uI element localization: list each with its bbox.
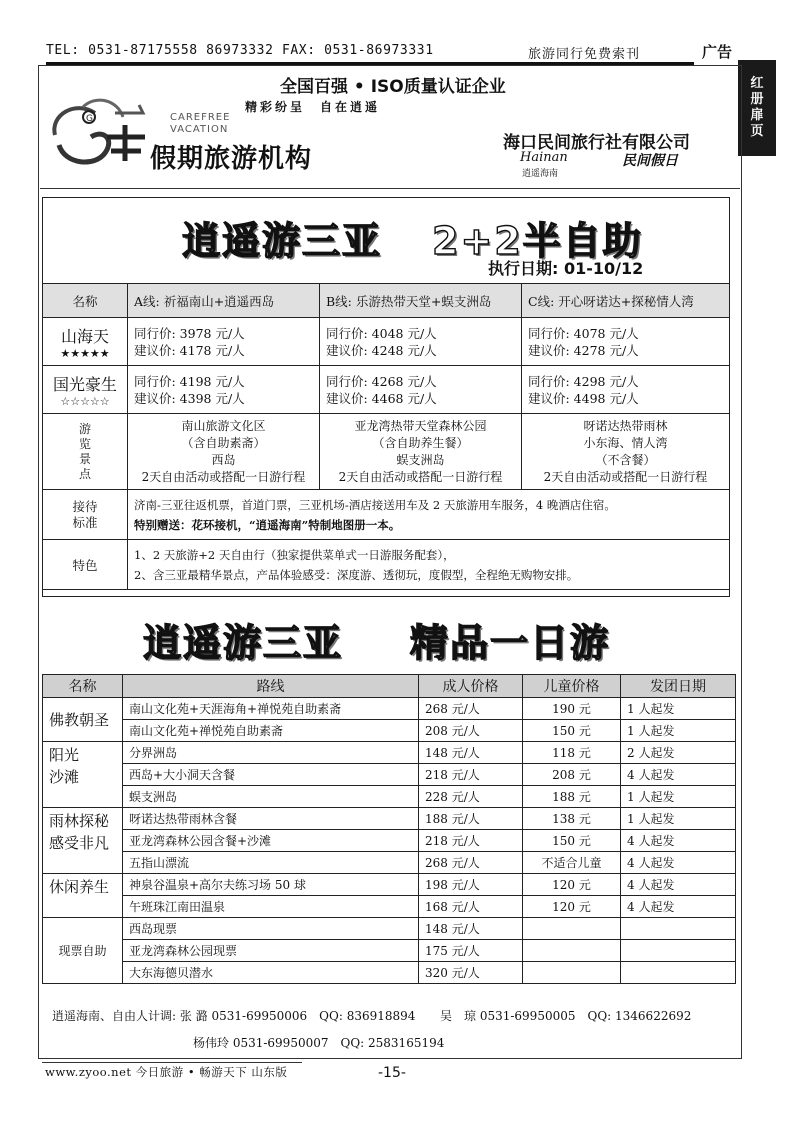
- adult-price-cell: 320 元/人: [419, 962, 523, 984]
- price-cell: [320, 366, 522, 414]
- retail-price: 建议价: 4498 元/人: [528, 390, 639, 406]
- adult-price-cell: 268 元/人: [419, 852, 523, 874]
- route-cell: 西岛+大小洞天含餐: [123, 764, 419, 786]
- hainan-logo-text: Hainan: [520, 150, 568, 165]
- category-cell: 佛教朝圣: [43, 698, 123, 742]
- standard-label-line: 接待: [72, 498, 98, 514]
- carefree-logo-icon: [45, 95, 155, 170]
- page-number: -15-: [378, 1065, 406, 1081]
- table-row: [43, 808, 736, 830]
- departure-cell: 1 人起发: [621, 808, 736, 830]
- daytrip-table: [42, 674, 736, 984]
- route-cell: 午班珠江南田温泉: [123, 896, 419, 918]
- departure-cell: [621, 918, 736, 940]
- route-cell: 亚龙湾森林公园含餐+沙滩: [123, 830, 419, 852]
- category-cell: [43, 808, 123, 874]
- footer-rule: [42, 1062, 302, 1063]
- departure-cell: [621, 962, 736, 984]
- category-cell: [43, 742, 123, 808]
- header-cell: 儿童价格: [523, 675, 621, 698]
- table-row: [43, 720, 736, 742]
- standard-label: [43, 490, 128, 540]
- table-row: [43, 764, 736, 786]
- sight-line: 亚龙湾热带天堂森林公园: [354, 418, 487, 433]
- hotel-row: [43, 318, 730, 366]
- table-row: [43, 852, 736, 874]
- side-tab-char: 红: [750, 76, 764, 91]
- category-name: 阳光沙滩: [49, 746, 80, 786]
- side-tab-char: 册: [750, 92, 764, 107]
- line-c-header: C线: 开心呀诺达+探秘情人湾: [522, 284, 730, 318]
- child-price-cell: 190 元: [523, 698, 621, 720]
- hotel-name: 国光豪生: [52, 374, 117, 394]
- trade-price: 同行价: 4198 元/人: [134, 373, 245, 389]
- child-price-cell: 188 元: [523, 786, 621, 808]
- sights-cell: [128, 414, 320, 490]
- adult-price-cell: 188 元/人: [419, 808, 523, 830]
- sight-line: （不含餐）: [595, 452, 656, 467]
- side-tab-char: 页: [750, 124, 764, 139]
- package-subtitle: 2+2半自助: [432, 219, 643, 263]
- banner-rule: [40, 188, 740, 189]
- adult-price-cell: 168 元/人: [419, 896, 523, 918]
- departure-cell: 4 人起发: [621, 874, 736, 896]
- hotel-name: 山海天: [60, 326, 109, 346]
- adult-price-cell: 148 元/人: [419, 742, 523, 764]
- table-row: [43, 786, 736, 808]
- company-name: 海口民间旅行社有限公司: [503, 133, 690, 153]
- departure-cell: 1 人起发: [621, 720, 736, 742]
- price-cell: [128, 366, 320, 414]
- child-price-cell: 118 元: [523, 742, 621, 764]
- trade-price: 同行价: 4268 元/人: [326, 373, 437, 389]
- sights-row: [43, 414, 730, 490]
- child-price-cell: 138 元: [523, 808, 621, 830]
- sight-line: 2天自由活动或搭配一日游行程: [543, 469, 708, 484]
- retail-price: 建议价: 4178 元/人: [134, 342, 245, 358]
- contact-line: 逍遥海南、自由人计调: 张 潞 0531-69950006 QQ: 836918894: [52, 1009, 416, 1023]
- category-name: 雨林探秘感受非凡: [49, 812, 110, 852]
- sight-line: 2天自由活动或搭配一日游行程: [338, 469, 503, 484]
- route-cell: 神泉谷温泉+高尔夫练习场 50 球: [123, 874, 419, 896]
- brand-en-line1: CAREFREE: [170, 112, 231, 123]
- table-row: [43, 830, 736, 852]
- table-row: [43, 940, 736, 962]
- departure-cell: 4 人起发: [621, 852, 736, 874]
- price-cell: [522, 318, 730, 366]
- child-price-cell: 150 元: [523, 720, 621, 742]
- trade-price: 同行价: 4048 元/人: [326, 325, 437, 341]
- adult-price-cell: 228 元/人: [419, 786, 523, 808]
- table-row: [43, 698, 736, 720]
- hotel-row: [43, 366, 730, 414]
- sight-line: （含自助素斋）: [181, 435, 266, 450]
- feature-item: 1、2 天旅游+2 天自由行（独家提供菜单式一日游服务配套），: [134, 547, 455, 562]
- sight-line: 西岛: [211, 452, 236, 467]
- daytrip-subtitle: 精品一日游: [410, 621, 611, 665]
- banner-slogan: 精彩纷呈 自在逍遥: [245, 100, 381, 114]
- hotel-cell: [43, 366, 128, 414]
- svg-text:G: G: [86, 114, 93, 124]
- route-cell: 西岛现票: [123, 918, 419, 940]
- sights-cell: [320, 414, 522, 490]
- trade-price: 同行价: 3978 元/人: [134, 325, 245, 341]
- child-price-cell: 120 元: [523, 896, 621, 918]
- header-contact: TEL: 0531-87175558 86973332 FAX: 0531-86973331: [46, 43, 434, 58]
- minjian-logo-text: 民间假日: [622, 153, 678, 169]
- dayrip-title: 逍遥游三亚: [143, 621, 344, 665]
- header-cell: 路线: [123, 675, 419, 698]
- price-cell: [128, 318, 320, 366]
- child-price-cell: [523, 940, 621, 962]
- trade-price: 同行价: 4078 元/人: [528, 325, 639, 341]
- child-price-cell: 不适合儿童: [523, 852, 621, 874]
- sights-label-char: 点: [78, 466, 91, 481]
- feature-row: [43, 540, 730, 590]
- adult-price-cell: 148 元/人: [419, 918, 523, 940]
- sight-line: 小东海、情人湾: [583, 435, 668, 450]
- side-tab-char: 扉: [750, 108, 764, 123]
- departure-cell: 2 人起发: [621, 742, 736, 764]
- contact-line: 杨伟玲 0531-69950007 QQ: 2583165194: [193, 1036, 445, 1050]
- retail-price: 建议价: 4278 元/人: [528, 342, 639, 358]
- feature-cell: [128, 540, 730, 590]
- hotel-stars: ☆☆☆☆☆: [60, 394, 110, 408]
- departure-cell: 1 人起发: [621, 698, 736, 720]
- header-cell: 发团日期: [621, 675, 736, 698]
- child-price-cell: [523, 918, 621, 940]
- retail-price: 建议价: 4468 元/人: [326, 390, 437, 406]
- adult-price-cell: 218 元/人: [419, 764, 523, 786]
- sights-label-char: 景: [78, 451, 91, 466]
- sights-label-char: 游: [78, 421, 91, 436]
- contact-line: 吴 琼 0531-69950005 QQ: 1346622692: [440, 1009, 692, 1023]
- banner-title: 全国百强 • ISO质量认证企业: [280, 77, 506, 97]
- feature-item: 2、含三亚最精华景点，产品体验感受：深度游、透彻玩，度假型，全程绝无购物安排。: [134, 567, 579, 582]
- hotel-cell: [43, 318, 128, 366]
- route-cell: 分界洲岛: [123, 742, 419, 764]
- adult-price-cell: 175 元/人: [419, 940, 523, 962]
- side-tab: [738, 60, 776, 156]
- sight-line: 蜈支洲岛: [396, 452, 445, 467]
- child-price-cell: [523, 962, 621, 984]
- trade-price: 同行价: 4298 元/人: [528, 373, 639, 389]
- departure-cell: [621, 940, 736, 962]
- header-cell: 名称: [43, 675, 123, 698]
- child-price-cell: 120 元: [523, 874, 621, 896]
- retail-price: 建议价: 4248 元/人: [326, 342, 437, 358]
- table-row: [43, 874, 736, 896]
- adult-price-cell: 198 元/人: [419, 874, 523, 896]
- route-cell: 蜈支洲岛: [123, 786, 419, 808]
- route-cell: 亚龙湾森林公园现票: [123, 940, 419, 962]
- departure-cell: 4 人起发: [621, 896, 736, 918]
- line-b-header: B线: 乐游热带天堂+蜈支洲岛: [320, 284, 522, 318]
- exec-date: 执行日期: 01-10/12: [488, 259, 644, 278]
- standard-row: [43, 490, 730, 540]
- category-cell: 现票自助: [43, 918, 123, 984]
- header-tagline: 旅游同行免费索刊: [528, 47, 641, 62]
- gift-text: 特别赠送：花环接机，“逍遥海南”特制地图册一本。: [134, 517, 401, 532]
- hainan-logo-subtext: 逍遥海南: [522, 169, 559, 179]
- adult-price-cell: 218 元/人: [419, 830, 523, 852]
- departure-cell: 4 人起发: [621, 830, 736, 852]
- standard-label-line: 标准: [72, 514, 98, 530]
- price-cell: [522, 366, 730, 414]
- category-cell: 休闲养生: [43, 874, 123, 918]
- sights-label-char: 览: [78, 436, 91, 451]
- retail-price: 建议价: 4398 元/人: [134, 390, 245, 406]
- ad-label: 广告: [702, 43, 733, 61]
- package-title: 逍遥游三亚: [182, 219, 383, 263]
- table-row: [43, 896, 736, 918]
- route-cell: 南山文化苑+禅悦苑自助素斋: [123, 720, 419, 742]
- sight-line: 南山旅游文化区: [181, 418, 266, 433]
- standard-cell: [128, 490, 730, 540]
- standard-text: 济南-三亚往返机票，首道门票，三亚机场-酒店接送用车及 2 天旅游用车服务，4 晚酒店住宿。: [134, 497, 616, 512]
- route-cell: 呀诺达热带雨林含餐: [123, 808, 419, 830]
- route-cell: 五指山漂流: [123, 852, 419, 874]
- departure-cell: 1 人起发: [621, 786, 736, 808]
- feature-label: 特色: [43, 540, 128, 590]
- sights-label: [43, 414, 128, 490]
- brand-name: 假期旅游机构: [150, 144, 313, 174]
- child-price-cell: 208 元: [523, 764, 621, 786]
- table-row: [43, 742, 736, 764]
- sights-cell: [522, 414, 730, 490]
- line-a-header: A线: 祈福南山+逍遥西岛: [128, 284, 320, 318]
- adult-price-cell: 208 元/人: [419, 720, 523, 742]
- adult-price-cell: 268 元/人: [419, 698, 523, 720]
- package-table: [42, 283, 730, 590]
- table-row: [43, 918, 736, 940]
- sight-line: （含自助养生餐）: [372, 435, 469, 450]
- hotel-stars: ★★★★★: [60, 346, 110, 360]
- footer-site: www.zyoo.net 今日旅游 • 畅游天下 山东版: [45, 1065, 288, 1079]
- child-price-cell: 150 元: [523, 830, 621, 852]
- route-cell: 大东海德贝潜水: [123, 962, 419, 984]
- table-header-row: [43, 675, 736, 698]
- route-cell: 南山文化苑+天涯海角+禅悦苑自助素斋: [123, 698, 419, 720]
- header-cell: 成人价格: [419, 675, 523, 698]
- col-name-header: 名称: [43, 284, 128, 318]
- table-header-row: [43, 284, 730, 318]
- sight-line: 呀诺达热带雨林: [583, 418, 668, 433]
- brand-en-line2: VACATION: [170, 124, 229, 135]
- departure-cell: 4 人起发: [621, 764, 736, 786]
- table-row: [43, 962, 736, 984]
- sight-line: 2天自由活动或搭配一日游行程: [141, 469, 306, 484]
- price-cell: [320, 318, 522, 366]
